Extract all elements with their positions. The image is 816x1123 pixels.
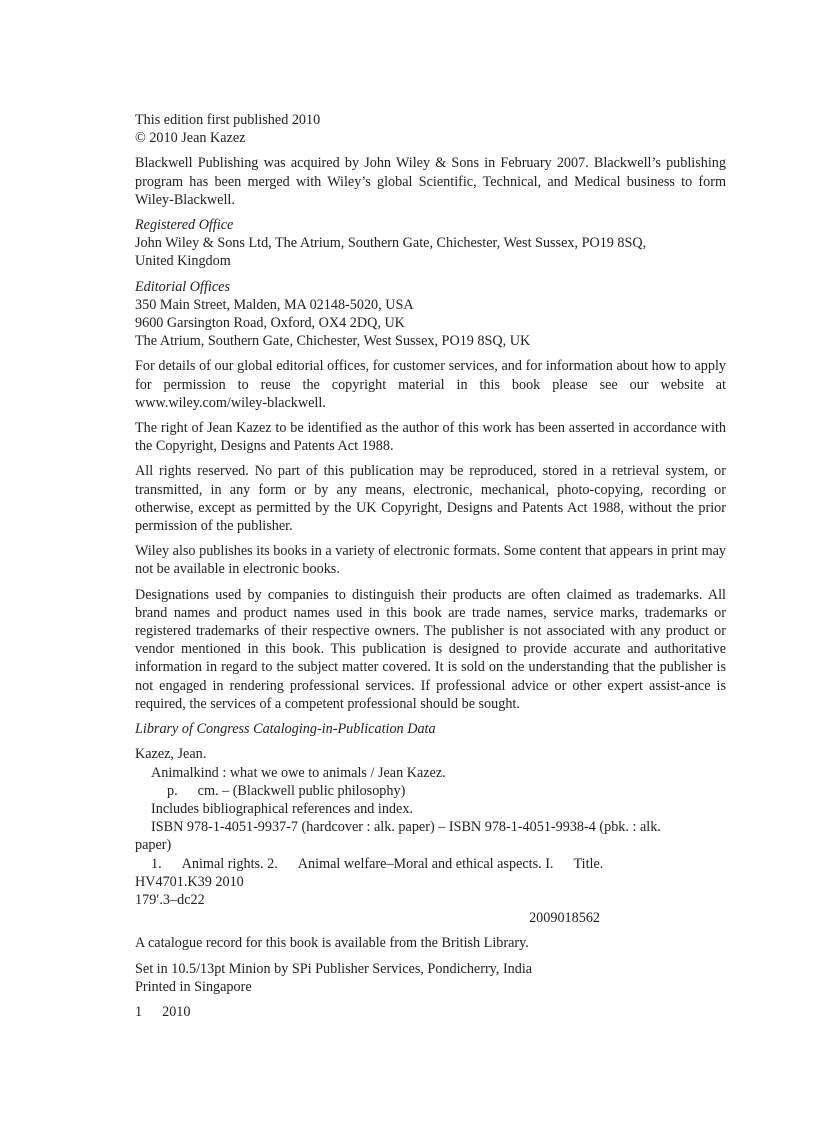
- registered-office-block: [135, 216, 726, 271]
- copyright-line: © 2010 Jean Kazez: [135, 130, 246, 147]
- cip-subject: Animal rights.: [181, 855, 264, 872]
- rights-reserved-paragraph: All rights reserved. No part of this publication may be reproduced, stored in a retrieval system, or transmitted, in any form or by any means, electronic, mechanical, photo-copying, recording or otherwise, except as permitted by the UK Copyright, Designs and Patents Act 1988, without the prior permission of the publisher.: [135, 463, 726, 535]
- registered-office-address: John Wiley & Sons Ltd, The Atrium, Southern Gate, Chichester, West Sussex, PO19 8SQ,: [135, 235, 647, 252]
- printed-note: Printed in Singapore: [135, 978, 252, 995]
- cip-heading: Library of Congress Cataloging-in-Publication Data: [135, 721, 436, 738]
- edition-block: [135, 111, 726, 147]
- editorial-offices-heading: Editorial Offices: [135, 278, 230, 295]
- editorial-office-address: 9600 Garsington Road, Oxford, OX4 2DQ, UK: [135, 315, 405, 332]
- editorial-office-address: 350 Main Street, Malden, MA 02148-5020, USA: [135, 296, 414, 313]
- cip-record: [135, 745, 726, 927]
- registered-office-country: United Kingdom: [135, 253, 231, 270]
- cip-heading-block: [135, 720, 726, 738]
- cip-dewey: 179′.3–dc22: [135, 891, 205, 908]
- cip-subject-number: I.: [545, 855, 554, 872]
- registered-office-heading: Registered Office: [135, 217, 234, 234]
- cip-subject-number: 2.: [267, 855, 278, 872]
- moral-right-paragraph: The right of Jean Kazez to be identified as the author of this work has been asserted in accordance with the Copyright, Designs and Patents Act 1988.: [135, 420, 726, 455]
- british-library-note: A catalogue record for this book is available from the British Library.: [135, 935, 529, 952]
- copyright-page: [135, 111, 726, 1028]
- cip-title: Animalkind : what we owe to animals / Jean Kazez.: [151, 764, 446, 781]
- cip-subject-number: 1.: [151, 855, 162, 872]
- cip-physical-cm: cm. – (Blackwell public philosophy): [197, 782, 406, 799]
- acquisition-paragraph: Blackwell Publishing was acquired by John Wiley & Sons in February 2007. Blackwell’s publishing program has been merged with Wiley’s global Scientific, Technical, and Medical business to form Wiley-Blackwell.: [135, 155, 726, 208]
- cip-author: Kazez, Jean.: [135, 746, 207, 763]
- cip-subjects: [135, 855, 726, 873]
- print-year: 2010: [162, 1003, 191, 1020]
- designations-paragraph: Designations used by companies to distinguish their products are often claimed as trademarks. All brand names and product names used in this book are trade names, service marks, trademarks or registered trademarks of their respective owners. The publisher is not associated with any product or vendor mentioned in this book. This publication is designed to provide accurate and authoritative information in regard to the subject matter covered. It is sold on the understanding that the publisher is not engaged in rendering professional services. If professional advice or other expert assist-ance is required, the services of a competent professional should be sought.: [135, 586, 726, 712]
- cip-bibliography: Includes bibliographical references and index.: [151, 800, 413, 817]
- impression-number: 1: [135, 1003, 143, 1020]
- editorial-offices-block: [135, 278, 726, 351]
- production-block: [135, 960, 726, 996]
- cip-isbn: ISBN 978-1-4051-9937-7 (hardcover : alk. paper) – ISBN 978-1-4051-9938-4 (pbk. : alk.: [151, 819, 661, 836]
- cip-physical: [135, 782, 726, 800]
- cip-subject: Title.: [573, 855, 604, 872]
- typeset-note: Set in 10.5/13pt Minion by SPi Publisher Services, Pondicherry, India: [135, 960, 533, 977]
- cip-subject: Animal welfare–Moral and ethical aspects.: [297, 855, 542, 872]
- cip-lccn: 2009018562: [529, 910, 600, 927]
- electronic-formats-paragraph: Wiley also publishes its books in a variety of electronic formats. Some content that appears in print may not be available in electronic books.: [135, 543, 726, 578]
- editorial-office-address: The Atrium, Southern Gate, Chichester, West Sussex, PO19 8SQ, UK: [135, 333, 531, 350]
- cip-lc-class: HV4701.K39 2010: [135, 873, 244, 890]
- edition-line: This edition first published 2010: [135, 112, 321, 128]
- details-paragraph: For details of our global editorial offices, for customer services, and for information about how to apply for permission to reuse the copyright material in this book please see our website at www.wiley.com/wiley-blackwell.: [135, 358, 726, 411]
- cip-physical-p: p.: [167, 782, 178, 799]
- cip-isbn-continued: paper): [135, 837, 172, 854]
- print-line: [135, 1003, 726, 1021]
